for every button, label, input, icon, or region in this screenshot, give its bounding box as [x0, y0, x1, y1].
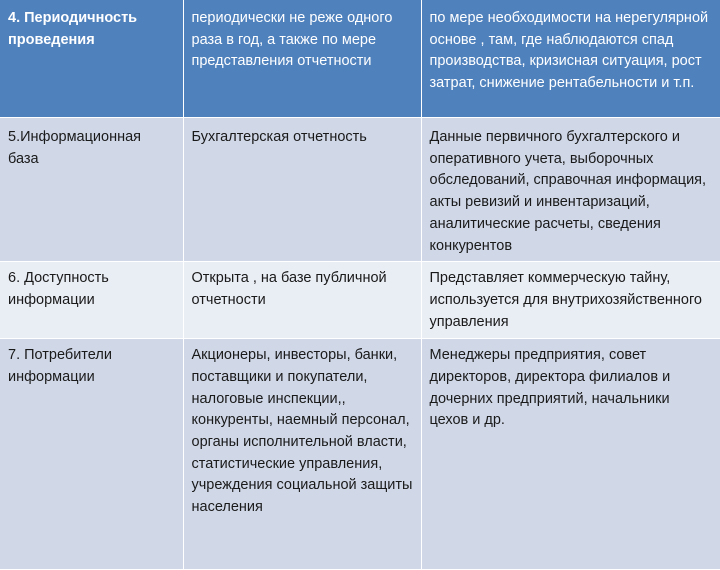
management-analysis-cell: Менеджеры предприятия, совет директоров, директора филиалов и дочерних предприятий, начальники цехов и др. — [421, 339, 720, 570]
criterion-cell: 5.Информационная база — [0, 118, 183, 262]
criterion-cell: 6. Доступность информации — [0, 262, 183, 339]
management-analysis-cell: Представляет коммерческую тайну, используется для внутрихозяйственного управления — [421, 262, 720, 339]
table-row-information-base — [0, 118, 720, 262]
management-analysis-cell: по мере необходимости на нерегулярной основе , там, где наблюдаются спад производства, кризисная ситуация, рост затрат, снижение рентабельности и т.п. — [421, 0, 720, 118]
criterion-cell: 7. Потребители информации — [0, 339, 183, 570]
table-row-consumers — [0, 339, 720, 570]
table-row-availability — [0, 262, 720, 339]
criterion-cell: 4. Периодичность проведения — [0, 0, 183, 118]
financial-analysis-cell: периодически не реже одного раза в год, а также по мере представления отчетности — [183, 0, 421, 118]
financial-analysis-cell: Акционеры, инвесторы, банки, поставщики и покупатели, налоговые инспекции,, конкуренты, наемный персонал, органы исполнительной власти, статистические управления, учреждения социальной защиты населения — [183, 339, 421, 570]
table-row-periodicity — [0, 0, 720, 118]
management-analysis-cell: Данные первичного бухгалтерского и оперативного учета, выборочных обследований, справочная информация, акты ревизий и инвентаризаций, аналитические расчеты, сведения конкурентов — [421, 118, 720, 262]
financial-analysis-cell: Открыта , на базе публичной отчетности — [183, 262, 421, 339]
financial-analysis-cell: Бухгалтерская отчетность — [183, 118, 421, 262]
